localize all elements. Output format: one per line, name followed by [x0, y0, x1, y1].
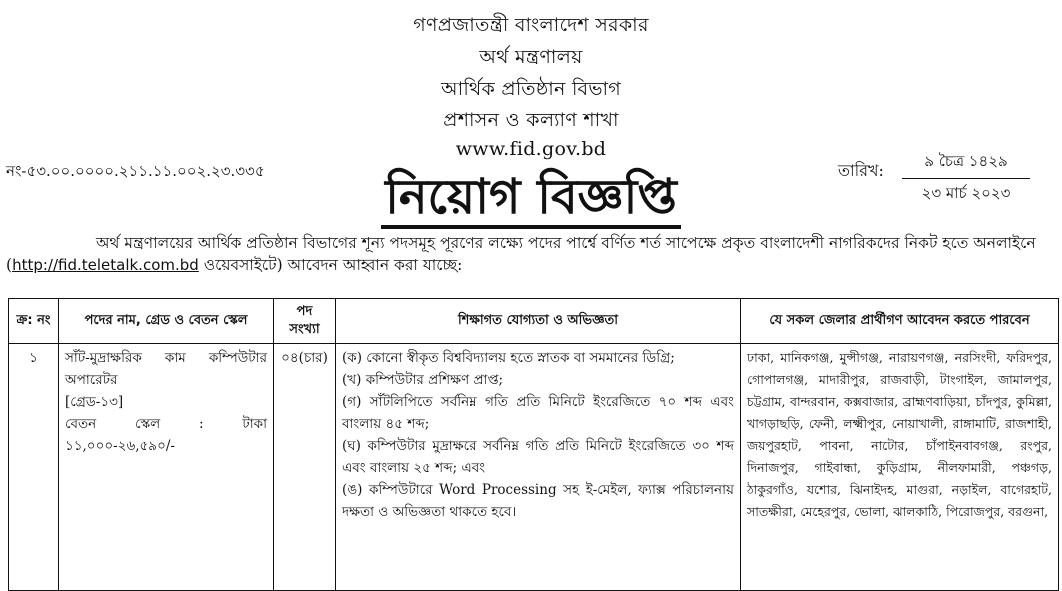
row-post-count: ০৪(চার) [274, 344, 336, 591]
memo-number: নং-৫৩.০০.০০০০.২১১.১১.০০২.২৩.৩৩৫ [6, 162, 265, 180]
row-eligible-districts: ঢাকা, মানিকগঞ্জ, মুন্সীগঞ্জ, নারায়ণগঞ্জ, নরসিংদী, ফরিদপুর, গোপালগঞ্জ, মাদারীপুর, রাজবাড়ী, টাংগাইল, জামালপুর, চট্টগ্রাম, বান্দরবান, কক্সবাজার, ব্রাহ্মণবাড়িয়া, চাঁদপুর, কুমিল্লা, খাগড়াছড়ি, ফেনী, লক্ষ্মীপুর, নোয়াখালী, রাঙ্গামাটি, রাজশাহী, জয়পুরহাট, পাবনা, নাটোর, চাঁপাইনবাবগঞ্জ, রংপুর, দিনাজপুর, গাইবান্ধা, কুড়িগ্রাম, নীলফামারী, পঞ্চগড়, ঠাকুরগাঁও, যশোর, ঝিনাইদহ, মাগুরা, নড়াইল, বাগেরহাট, সাতক্ষীরা, মেহেরপুর, ভোলা, ঝালকাঠি, পিরোজপুর, বরগুনা, [741, 344, 1059, 591]
qualification-item: (ঙ) কম্পিউটারে Word Processing সহ ই-মেইল, ফ্যাক্স পরিচালনায় দক্ষতা ও অভিজ্ঞতা থাকতে হবে। [342, 482, 734, 520]
row-qualifications [336, 344, 741, 591]
branch-name: প্রশাসন ও কল্যাণ শাখা [443, 109, 619, 131]
government-name: গণপ্রজাতন্ত্রী বাংলাদেশ সরকার [413, 14, 649, 36]
date-english: ২৩ মার্চ ২০২৩ [921, 184, 1011, 202]
post-pay-scale: বেতন স্কেল : টাকা ১১,০০০-২৬,৫৯০/- [65, 416, 267, 454]
intro-text-before-url: অর্থ মন্ত্রণালয়ের আর্থিক প্রতিষ্ঠান বিভাগের শূন্য পদসমূহ পূরণের লক্ষ্যে পদের পার্শ্বে বর্ণিত শর্ত সাপেক্ষে প্রকৃত বাংলাদেশী নাগরিকদের নিকট হতে অনলাইনে ( [6, 234, 1036, 274]
header-districts: যে সকল জেলার প্রার্থীগণ আবেদন করতে পারবেন [741, 299, 1059, 344]
qualification-item: (খ) কম্পিউটার প্রশিক্ষণ প্রাপ্ত; [342, 372, 504, 388]
date-label: তারিখ: [838, 161, 884, 180]
website-link[interactable]: www.fid.gov.bd [455, 138, 607, 160]
post-name: সাঁট-মুদ্রাক্ষরিক কাম কম্পিউটার অপারেটর [65, 350, 267, 388]
intro-paragraph [6, 232, 1056, 276]
table-row [9, 344, 1059, 591]
division-name: আর্থিক প্রতিষ্ঠান বিভাগ [440, 78, 622, 100]
date-bangla: ৯ চৈত্র ১৪২৯ [902, 150, 1030, 179]
ministry-name: অর্থ মন্ত্রণালয় [479, 46, 583, 68]
row-serial: ১ [9, 344, 59, 591]
intro-text-after-url: ওয়েবসাইটে) আবেদন আহ্বান করা যাচ্ছে: [198, 256, 463, 274]
vacancy-table [8, 298, 1059, 591]
qualification-item: (গ) সাঁটলিপিতে সর্বনিম্ন গতি প্রতি মিনিটে ইংরেজিতে ৭০ শব্দ এবং বাংলায় ৪৫ শব্দ; [342, 394, 734, 432]
post-grade: [গ্রেড-১৩] [65, 394, 124, 410]
qualification-item: (ক) কোনো স্বীকৃত বিশ্ববিদ্যালয় হতে স্নাতক বা সমমানের ডিগ্রি; [342, 350, 675, 366]
header-qualification: শিক্ষাগত যোগ্যতা ও অভিজ্ঞতা [336, 299, 741, 344]
row-post-cell [59, 344, 274, 591]
table-header-row [9, 299, 1059, 344]
qualification-item: (ঘ) কম্পিউটার মুদ্রাক্ষরে সর্বনিম্ন গতি প্রতি মিনিটে ইংরেজিতে ৩০ শব্দ এবং বাংলায় ২৫ শব্দ; এবং [342, 438, 734, 476]
application-url-link[interactable]: http://fid.teletalk.com.bd [12, 256, 199, 274]
header-serial: ক্র: নং [9, 299, 59, 344]
notice-title [0, 168, 1062, 226]
header-post: পদের নাম, গ্রেড ও বেতন স্কেল [59, 299, 274, 344]
notice-title-text: নিয়োগ বিজ্ঞপ্তি [381, 169, 681, 229]
header-count: পদ সংখ্যা [274, 299, 336, 344]
